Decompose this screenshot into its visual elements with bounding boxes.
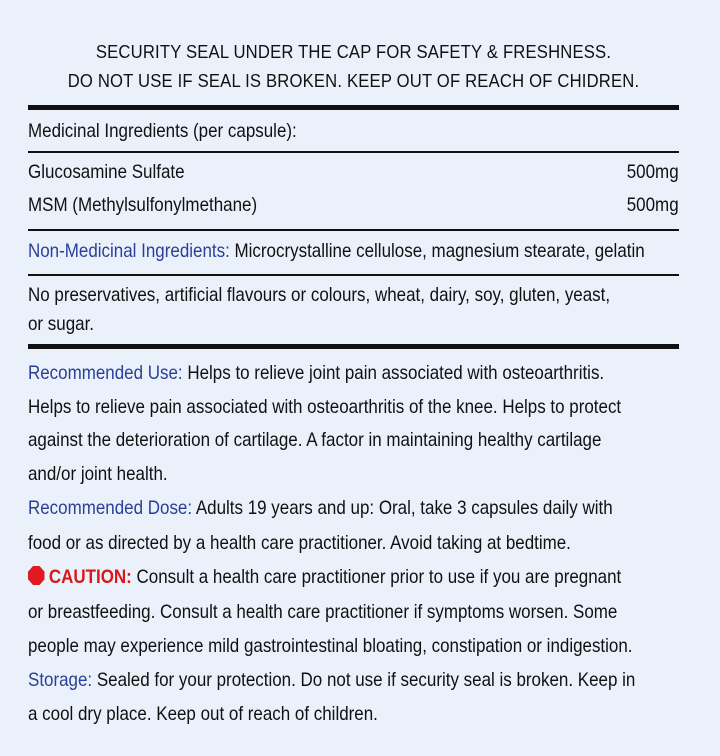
recommended-use-line-4: and/or joint health. (28, 463, 168, 485)
ingredient-amount: 500mg (627, 194, 679, 216)
storage-label: Storage: (28, 669, 93, 691)
free-of-line-1: No preservatives, artificial flavours or colours, wheat, dairy, soy, gluten, yeast, (28, 284, 611, 306)
caution-line-2: or breastfeeding. Consult a health care practitioner if symptoms worsen. Some (28, 601, 618, 623)
medicinal-heading: Medicinal Ingredients (per capsule): (28, 120, 297, 142)
seal-warning-line-2: DO NOT USE IF SEAL IS BROKEN. KEEP OUT OF REACH OF CHIDREN. (67, 70, 640, 91)
caution-label: CAUTION: (48, 566, 132, 588)
non-medicinal-text: Microcrystalline cellulose, magnesium stearate, gelatin (229, 240, 645, 262)
recommended-dose-text: Adults 19 years and up: Oral, take 3 capsules daily with (192, 497, 613, 519)
non-medicinal-ingredients (28, 240, 654, 263)
ingredient-name: MSM (Methylsulfonylmethane) (28, 194, 258, 216)
storage-text: Sealed for your protection. Do not use if security seal is broken. Keep in (92, 669, 636, 691)
recommended-use-line-2: Helps to relieve pain associated with osteoarthritis of the knee. Helps to protect (28, 396, 622, 418)
ingredient-amount: 500mg (627, 161, 679, 183)
recommended-dose-line-1 (28, 497, 654, 520)
divider (28, 229, 679, 231)
recommended-dose-label: Recommended Dose: (28, 497, 193, 519)
caution-text: Consult a health care practitioner prior to use if you are pregnant (131, 566, 622, 588)
non-medicinal-label: Non-Medicinal Ingredients: (28, 240, 230, 262)
divider-thick (28, 105, 679, 110)
recommended-use-label: Recommended Use: (28, 362, 183, 384)
storage-line-1 (28, 669, 654, 692)
recommended-use-line-3: against the deterioration of cartilage. A factor in maintaining healthy cartilage (28, 429, 602, 451)
caution-line-1 (28, 566, 654, 589)
stop-icon (28, 566, 45, 585)
storage-line-2: a cool dry place. Keep out of reach of children. (28, 703, 378, 725)
ingredient-name: Glucosamine Sulfate (28, 161, 185, 183)
seal-warning-line-1: SECURITY SEAL UNDER THE CAP FOR SAFETY & FRESHNESS. (95, 41, 612, 62)
supplement-label (28, 0, 679, 756)
divider (28, 151, 679, 153)
divider (28, 274, 679, 276)
free-of-line-2: or sugar. (28, 313, 95, 335)
caution-line-3: people may experience mild gastrointestinal bloating, constipation or indigestion. (28, 635, 633, 657)
recommended-use-text: Helps to relieve joint pain associated with osteoarthritis. (182, 362, 605, 384)
divider-thick (28, 344, 679, 349)
recommended-use-line-1 (28, 362, 654, 385)
recommended-dose-line-2: food or as directed by a health care practitioner. Avoid taking at bedtime. (28, 532, 571, 554)
